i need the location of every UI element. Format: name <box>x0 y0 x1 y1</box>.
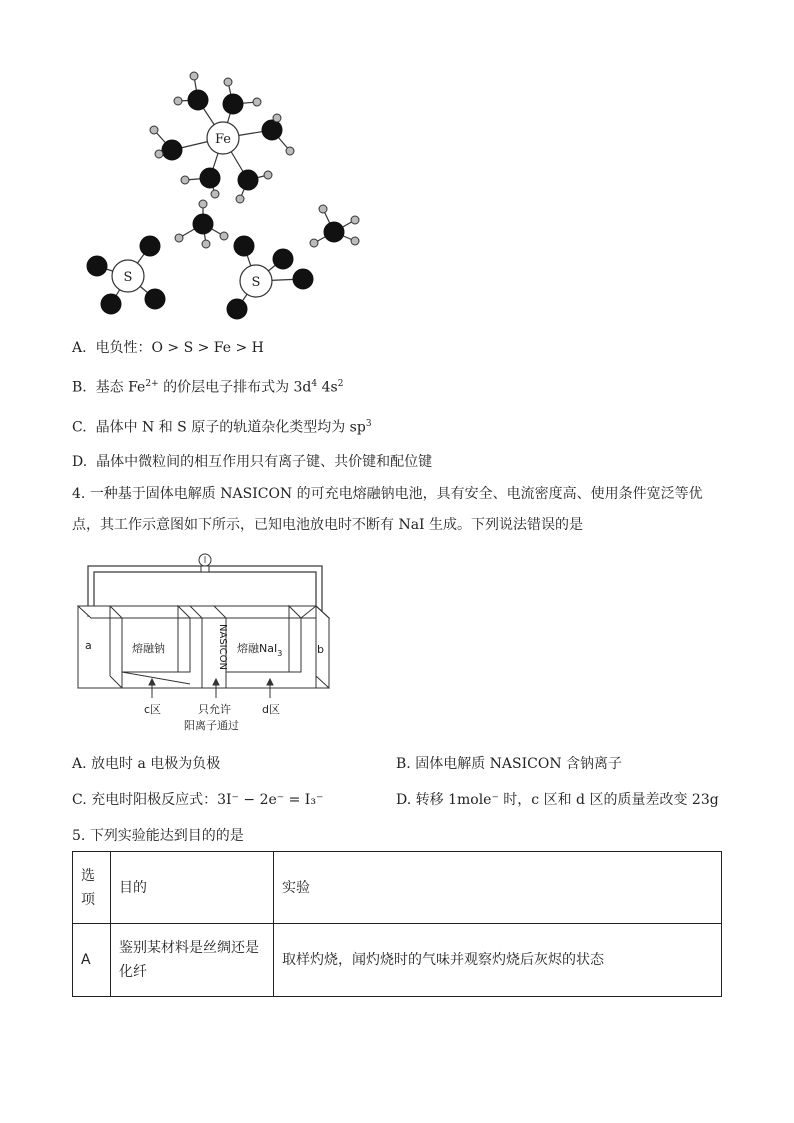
s-label-right: S <box>251 275 261 290</box>
c-zone-label: c区 <box>144 703 162 716</box>
q3-option-c: C. 晶体中 N 和 S 原子的轨道杂化类型均为 $sp^3$ <box>72 419 372 436</box>
q4-option-b: B. 固体电解质 NASICON 含钠离子 <box>396 756 623 772</box>
d-zone-label: d区 <box>262 703 280 716</box>
header-option: 选 项 <box>73 852 111 924</box>
nasicon-label: NASICON <box>217 624 228 670</box>
crystal-structure-figure <box>80 66 370 328</box>
row-option: A <box>73 924 111 997</box>
q4-option-a: A. 放电时 a 电极为负极 <box>72 756 221 772</box>
molten-nai3-label: 熔融NaI$_3$ <box>237 642 283 658</box>
molten-na-label: 熔融钠 <box>132 642 165 655</box>
table-header-row <box>73 852 722 924</box>
q4-stem-line1: 4. 一种基于固体电解质 NASICON 的可充电熔融钠电池，具有安全、电流密度高、使用条件宽泛等优 <box>72 486 703 502</box>
header-experiment: 实验 <box>274 852 722 924</box>
battery-diagram <box>74 548 344 738</box>
cation-pass-label: 阳离子通过 <box>184 719 239 732</box>
header-purpose: 目的 <box>111 852 274 924</box>
q3-option-a: A. 电负性：O > S > Fe > H <box>72 340 264 356</box>
electrode-a-label: a <box>85 639 92 652</box>
s-label-left: S <box>123 270 133 285</box>
only-allow-label: 只允许 <box>198 703 231 716</box>
q3-option-d: D. 晶体中微粒间的相互作用只有离子键、共价键和配位键 <box>72 454 433 470</box>
electrode-b-label: b <box>317 643 324 656</box>
row-experiment: 取样灼烧，闻灼烧时的气味并观察灼烧后灰烬的状态 <box>274 924 722 997</box>
row-purpose: 鉴别某材料是丝绸还是 化纤 <box>111 924 274 997</box>
q4-option-d: D. 转移 1mole⁻ 时，c 区和 d 区的质量差改变 23g <box>396 792 719 808</box>
q3-option-b: B. 基态 $Fe^{2+}$ 的价层电子排布式为 $3d^4$ $4s^2$ <box>72 379 344 396</box>
q5-stem: 5. 下列实验能达到目的的是 <box>72 828 244 844</box>
bulb-icon <box>199 554 211 572</box>
fe-label: Fe <box>214 132 232 147</box>
q4-option-c: C. 充电时阳极反应式：3I⁻ − 2e⁻ = I₃⁻ <box>72 792 324 808</box>
q5-table <box>72 851 722 997</box>
table-row <box>73 924 722 997</box>
q4-stem-line2: 点，其工作示意图如下所示，已知电池放电时不断有 NaI 生成。下列说法错误的是 <box>72 517 584 533</box>
